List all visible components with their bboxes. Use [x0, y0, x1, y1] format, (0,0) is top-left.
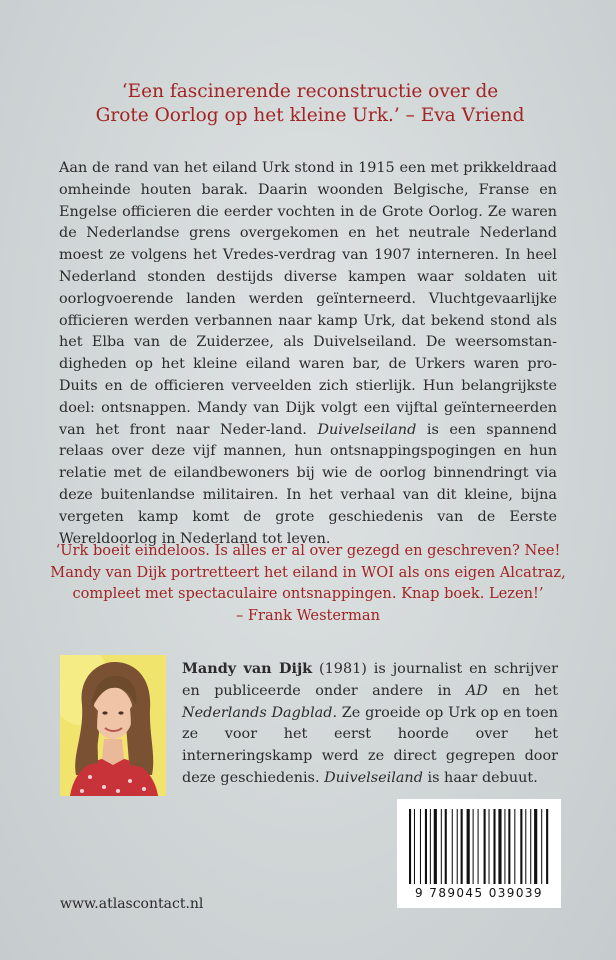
barcode-bars-graphic — [409, 809, 549, 884]
bio-text-part-2: en het — [487, 682, 558, 699]
mid-quote-line-1: ‘Urk boeit eindeloos. Is alles er al over gezegd en geschreven? Nee! — [55, 542, 561, 559]
bio-text-part-3: . Ze groeide op Urk op en toen ze voor het eerst hoorde over het interneringskamp werd ze direct gegrepen door deze geschiedenis. — [182, 704, 558, 786]
bio-text-part-4: is haar debuut. — [422, 769, 538, 786]
author-name: Mandy van Dijk — [182, 660, 313, 677]
bio-newspaper-title: Nederlands Dagblad — [182, 704, 333, 721]
author-photo — [60, 655, 166, 796]
author-bio — [182, 658, 558, 790]
bio-book-title: Duivelseiland — [324, 769, 423, 786]
bio-text-part-1: (1981) is journalist en schrijver en publiceerde onder andere in — [182, 661, 559, 699]
top-quote-line-1: ‘Een fascinerende reconstructie over de — [121, 81, 499, 102]
blurb-text-part-2: is een spannend relaas over deze vijf mannen, hun ontsnappingspogingen en hun relatie met de eilandbewoners bij wie de oorlog binnendringt via deze buitenlandse militairen. In het verhaal van dit kleine, bijna vergeten kamp komt de grote geschiedenis van de Eerste Wereldoorlog in Nederland tot leven. — [59, 421, 557, 547]
bio-ad-newspaper: AD — [465, 682, 488, 699]
top-quote-line-2: Grote Oorlog op het kleine Urk.’ – Eva Vriend — [95, 105, 525, 126]
author-portrait-illustration — [60, 655, 166, 796]
barcode-digits: 9 789045 039039 — [415, 886, 543, 900]
isbn-barcode — [397, 799, 561, 908]
mid-quote-line-3: compleet met spectaculaire ontsnappingen. Knap boek. Lezen!’ — [72, 585, 544, 602]
publisher-website: www.atlascontact.nl — [60, 896, 204, 912]
mid-quote-line-2: Mandy van Dijk portretteert het eiland in WOI als ons eigen Alcatraz, — [50, 563, 566, 581]
middle-review-quote — [50, 540, 566, 626]
blurb-book-title: Duivelseiland — [317, 421, 417, 438]
top-review-quote — [60, 80, 560, 128]
blurb-text-part-1: Aan de rand van het eiland Urk stond in 1915 een met prikkeldraad omheinde houten barak. Daarin woonden Belgische, Franse en Engelse officieren die eerder vochten in de Grote Oorlog. Ze waren de Nederlandse grens overgekomen en het neutrale Nederland moest ze volgens het Vredes-verdrag van 1907 interneren. In heel Nederland stonden destijds diverse kampen waar soldaten uit oorlogvoerende landen werden geïnterneerd. Vluchtgevaarlijke officieren werden verbannen naar kamp Urk, dat bekend stond als het Elba van de Zuiderzee, als Duivelseiland. De weersomstan-digheden op het kleine eiland waren bar, de Urkers waren pro-Duits en de officieren verveelden zich stierlijk. Hun belangrijkste doel: ontsnappen. Mandy van Dijk volgt een vijftal geïnterneerden van het front naar Neder-land. — [59, 160, 557, 438]
book-blurb — [59, 158, 557, 550]
mid-quote-line-4: – Frank Westerman — [236, 606, 380, 624]
